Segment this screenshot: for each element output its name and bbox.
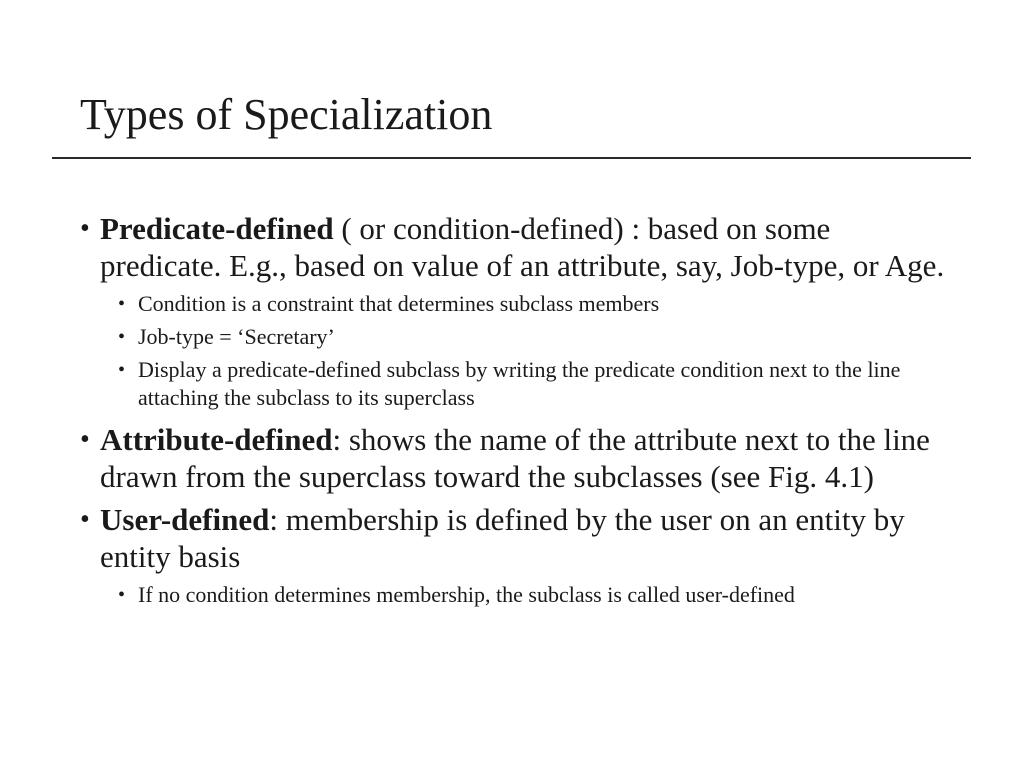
bullet-term: Attribute-defined [100,422,333,457]
sub-bullet-text: Job-type = ‘Secretary’ [138,324,335,349]
bullet-text: : shows the name of the attribute next to the line drawn from the superclass toward the subclasses (see Fig. 4.1) [100,422,930,494]
bullet-attribute-defined [78,421,958,495]
slide-title: Types of Specialization [80,90,493,139]
bullet-dot-icon: • [80,504,90,535]
title-divider [52,157,971,159]
sub-bullet-list [78,290,958,412]
sub-bullet-job-type [78,323,958,351]
sub-bullet-display [78,356,958,412]
bullet-dot-icon: • [80,213,90,244]
sub-bullet-dot-icon: • [118,326,126,348]
bullet-user-defined [78,501,958,575]
sub-bullet-no-condition [78,581,958,609]
bullet-term: User-defined [100,502,270,537]
bullet-term: Predicate-defined [100,211,334,246]
sub-bullet-text: Condition is a constraint that determines subclass members [138,291,660,316]
bullet-predicate-defined [78,210,958,284]
bullet-dot-icon: • [80,424,90,455]
sub-bullet-list [78,581,958,609]
slide-body [78,210,958,618]
sub-bullet-dot-icon: • [118,359,126,381]
bullet-text: ( or condition-defined) : based on some predicate. E.g., based on value of an attribute, say, Job-type, or Age. [100,211,945,283]
sub-bullet-text: If no condition determines membership, the subclass is called user-defined [138,582,795,607]
sub-bullet-dot-icon: • [118,584,126,606]
bullet-text: : membership is defined by the user on an entity by entity basis [100,502,905,574]
sub-bullet-text: Display a predicate-defined subclass by writing the predicate condition next to the line attaching the subclass to its superclass [138,357,901,410]
sub-bullet-condition [78,290,958,318]
sub-bullet-dot-icon: • [118,293,126,315]
